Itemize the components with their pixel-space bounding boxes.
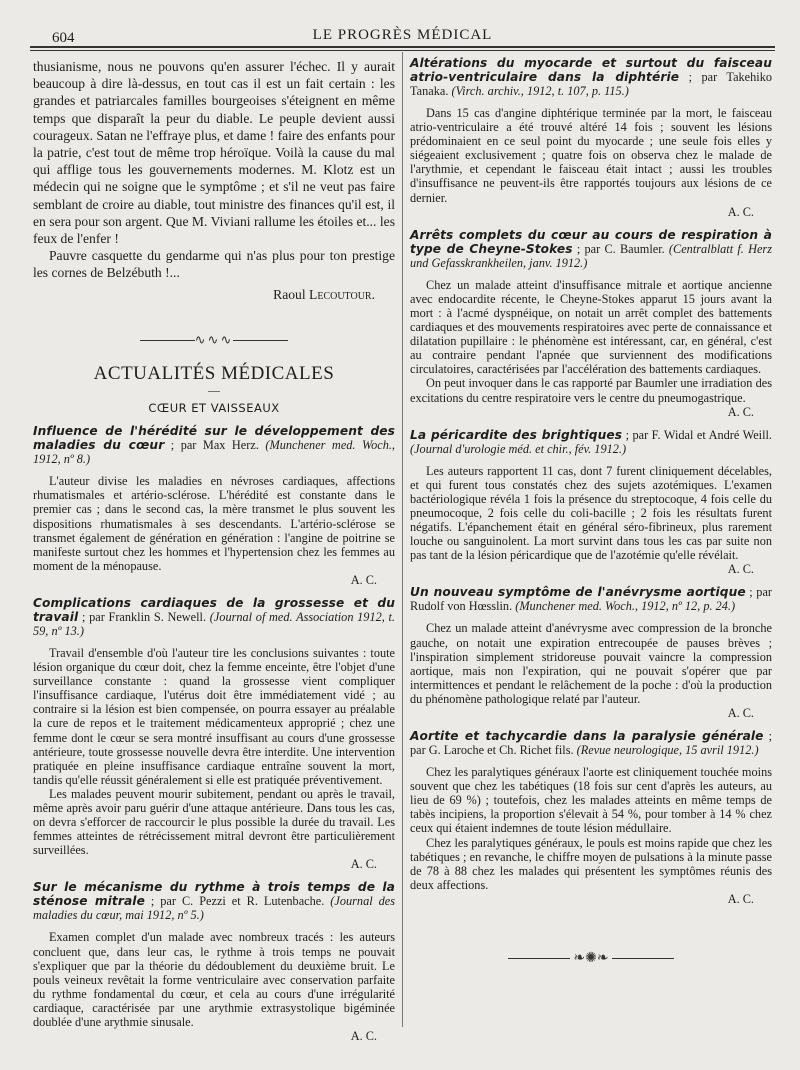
subsection-title: CŒUR ET VAISSEAUX <box>148 401 280 416</box>
section-ornament: ∿∿∿ <box>33 333 395 347</box>
entry-signature: A. C. <box>350 1029 377 1044</box>
entry-head: Un nouveau symptôme de l'anévrysme aortique ; par Rudolf von Hœsslin. (Munchener med. Woch., 1912, nº 12, p. 24.) <box>410 585 772 614</box>
end-ornament: ❧✺❧ <box>410 952 772 966</box>
author-signature: Raoul Lecoutour. <box>273 286 375 302</box>
intro-paragraph: thusianisme, nous ne pouvons qu'en assurer l'échec. Il y aurait beaucoup à dire là-dessus, en tout cas il est un fait certain : les grandes et patriarcales familles bourgeoises s'éteignent en même temps que disparaît la peur du diable. Le peuple devient aussi courageux. Satan ne l'effraye plus, et dame ! faire des enfants pour la patrie, c'est tout de même trop héroïque. Voilà la cause du mal qui afflige tous les gouvernements modernes. M. Klotz est un médecin qui ne soigne que le symptôme ; et s'il ne veut pas faire semblant de croire au diable, tout ministre des finances qu'il est, il en sera pour son argent. Que M. Viviani rallume les étoiles et... les feux de l'enfer ! <box>33 59 395 247</box>
entry-title: La péricardite des brightiques <box>410 427 623 442</box>
intro-article <box>33 58 395 303</box>
right-column <box>410 52 772 966</box>
entry <box>410 428 772 577</box>
entry-signature: A. C. <box>727 404 754 419</box>
entry-title: Sur le mécanisme du rythme à trois temps de la sténose mitrale <box>33 880 395 909</box>
section-title: ACTUALITÉS MÉDICALES <box>93 362 335 384</box>
entry-signature: A. C. <box>350 572 377 587</box>
entry-signature: A. C. <box>727 204 754 219</box>
entry <box>410 56 772 219</box>
entry-head: Aortite et tachycardie dans la paralysie générale ; par G. Laroche et Ch. Richet fils. (Revue neurologique, 15 avril 1912.) <box>410 729 772 758</box>
left-column <box>33 58 395 1043</box>
entry-signature: A. C. <box>727 562 754 577</box>
page-header <box>30 22 775 50</box>
entry-signature: A. C. <box>727 706 754 720</box>
entry <box>33 596 395 872</box>
entry <box>410 585 772 720</box>
entry-body: Les malades peuvent mourir subitement, pendant ou après le travail, même après avoir paru guérir d'une attaque antérieure. Dans tous les cas, on devra s'efforcer de raccourcir le plus possible la durée du travail. Les femmes atteintes de rétrécissement mitral devront être particulièrement surveillées. <box>33 786 395 858</box>
entry-body: Chez un malade atteint d'anévrysme avec compression de la bronche gauche, on notait une expiration entrecoupée de pauses brèves ; l'inspiration simplement stridoreuse pouvait vaincre la compression aortique, mais non l'expiration, qui ne pouvait s'opérer que par intermittences et pendant le relâchement de la poche : d'où la production du phénomène pathologique relaté par l'auteur. <box>410 621 772 706</box>
entry-title: Influence de l'hérédité sur le développement des maladies du cœur <box>33 424 395 453</box>
page-number: 604 <box>52 30 75 46</box>
journal-title: LE PROGRÈS MÉDICAL <box>312 27 493 43</box>
entry-body: L'auteur divise les maladies en névroses cardiaques, affections rhumatismales et artério-sclérose. L'hérédité est constante dans le premier cas ; dans le second cas, la mère transmet le plus souvent les dispositions rhumatismales à ses descendants. L'artério-sclérose se transmet également de génération en génération : l'angine de poitrine se manifeste surtout chez les hommes et l'hypertension chez les femmes au moment de la ménopause. <box>33 474 395 573</box>
entry-signature: A. C. <box>350 857 377 872</box>
entry-body: Chez les paralytiques généraux l'aorte est cliniquement touchée moins souvent que chez les tabétiques (18 fois sur cent d'après les auteurs, au lieu de 69 %) ; toutefois, chez les malades atteints en même temps de tabès incipiens, la proportion s'élevait à 54 %, pour tomber à 14 % chez ceux qui étaient indemnes de toute lésion médullaire. <box>410 765 772 836</box>
entry-title: Complications cardiaques de la grossesse et du travail <box>33 595 395 624</box>
entry-head: Arrêts complets du cœur au cours de respiration à type de Cheyne-Stokes ; par C. Baumler. (Centralblatt f. Herz und Gefasskrankheilen, janv. 1912.) <box>410 227 772 270</box>
intro-paragraph: Pauvre casquette du gendarme qui n'as plus pour ton prestige les cornes de Belzébuth !... <box>33 248 395 281</box>
entry <box>410 228 772 419</box>
entry-body: On peut invoquer dans le cas rapporté par Baumler une irradiation des excitations du centre respiratoire vers le centre du pneumogastrique. <box>410 376 772 405</box>
entry-head: Sur le mécanisme du rythme à trois temps de la sténose mitrale ; par C. Pezzi et R. Lutenbache. (Journal des maladies du cœur, mai 1912, nº 5.) <box>33 880 395 923</box>
entry-body: Examen complet d'un malade avec nombreux tracés : les auteurs concluent que, dans leur cas, le rythme à trois temps ne pouvait s'expliquer que par la théorie du dédoublement du deuxième bruit. Le pouls veineux revêtait la forme ventriculaire avec conservation parfaite du rythme fondamental du cœur, et cela au cours d'une irrégularité cardiaque, caractérisée par une arythmie extrasystolique bigéminée doublée d'une arythmie sinusale. <box>33 930 395 1030</box>
entry-head: Altérations du myocarde et surtout du faisceau atrio-ventriculaire dans la diphtérie ; par Takehiko Tanaka. (Virch. archiv., 1912, t. 107, p. 115.) <box>410 56 772 98</box>
entry-body: Travail d'ensemble d'où l'auteur tire les conclusions suivantes : toute lésion organique du cœur doit, chez la femme enceinte, être l'objet d'une surveillance constante : quand la grossesse vient compliquer l'insuffisance cardiaque, l'utérus doit être immédiatement vidé ; au contraire si la lésion est bien compensée, on pourra essayer au préalable la cure de repos et le traitement médicamenteux approprié ; chez une femme dont le cœur se sera montré insuffisant au cours d'une grossesse antérieure, toute grossesse nouvelle devra être interdite. Une intervention pratiquée en pleine insuffisance cardiaque entraîne souvent la mort, tandis qu'elle réussit généralement si elle est pratiquée préventivement. <box>33 645 395 787</box>
entry-head: La péricardite des brightiques ; par F. Widal et André Weill. (Journal d'urologie méd. et chir., fév. 1912.) <box>410 427 772 456</box>
entry <box>410 729 772 906</box>
entry <box>33 880 395 1043</box>
header-rule <box>30 46 775 51</box>
section-dash: — <box>208 383 220 398</box>
entry-body: Chez un malade atteint d'insuffisance mitrale et aortique ancienne avec endocardite récente, le Cheyne-Stokes apparut 15 jours avant la mort : à l'acmé dyspnéique, on notait un arrêt complet des battements cardiaques et des mouvements respiratoires avec perte de connaissance et dilatation pupillaire : le phénomène est intéressant, car, en général, c'est au contraire pendant l'apnée que surviennent des modifications circulatoires, caractérisées par l'accélération des battements cardiaques. <box>410 277 772 377</box>
entry-title: Un nouveau symptôme de l'anévrysme aortique <box>410 585 746 600</box>
entry-title: Aortite et tachycardie dans la paralysie générale <box>410 729 764 744</box>
entry-head: Complications cardiaques de la grossesse et du travail ; par Franklin S. Newell. (Journal of med. Association 1912, t. 59, nº 13.) <box>33 595 396 638</box>
entry-title: Arrêts complets du cœur au cours de respiration à type de Cheyne-Stokes <box>410 227 772 256</box>
column-divider <box>402 52 403 1027</box>
entry-body: Dans 15 cas d'angine diphtérique terminée par la mort, le faisceau atrio-ventriculaire a été trouvé altéré 14 fois ; souvent les lésions prédominaient en ce seul point du myocarde ; une seule fois elles y siégeaient exclusivement ; quatre fois on observa chez le malade de l'arythmie, et cependant le faisceau était intact ; aussi les troubles d'insuffisance ne peuvent-ils être rapportés toujours aux lésions de ce dernier. <box>410 106 772 205</box>
entry-signature: A. C. <box>727 891 754 906</box>
entry-title: Altérations du myocarde et surtout du faisceau atrio-ventriculaire dans la diphtérie <box>410 56 772 84</box>
entry-body: Chez les paralytiques généraux, le pouls est moins rapide que chez les tabétiques ; en revanche, le chiffre moyen de pulsations à la minute passe de 78 à 88 chez les malades qui présentent les symptômes réunis des deux affections. <box>410 835 772 892</box>
entry-body: Les auteurs rapportent 11 cas, dont 7 furent cliniquement décelables, et qui furent tous constatés chez des sujets azotémiques. L'examen bactériologique révéla 1 fois la présence du streptocoque, 4 fois celle du pneumocoque, 2 fois celle du coli-bacille ; 2 fois les résultats furent négatifs. L'épanchement était en général séro-fibrineux, plus rarement louche ou sanguinolent. La mort survint dans tous les cas par suite non pas tant de la lésion péricardique que de l'azotémie qu'elle révélait. <box>410 463 772 563</box>
entry-head: Influence de l'hérédité sur le développement des maladies du cœur ; par Max Herz. (Munchener med. Woch., 1912, nº 8.) <box>33 424 395 467</box>
entry <box>33 424 395 587</box>
